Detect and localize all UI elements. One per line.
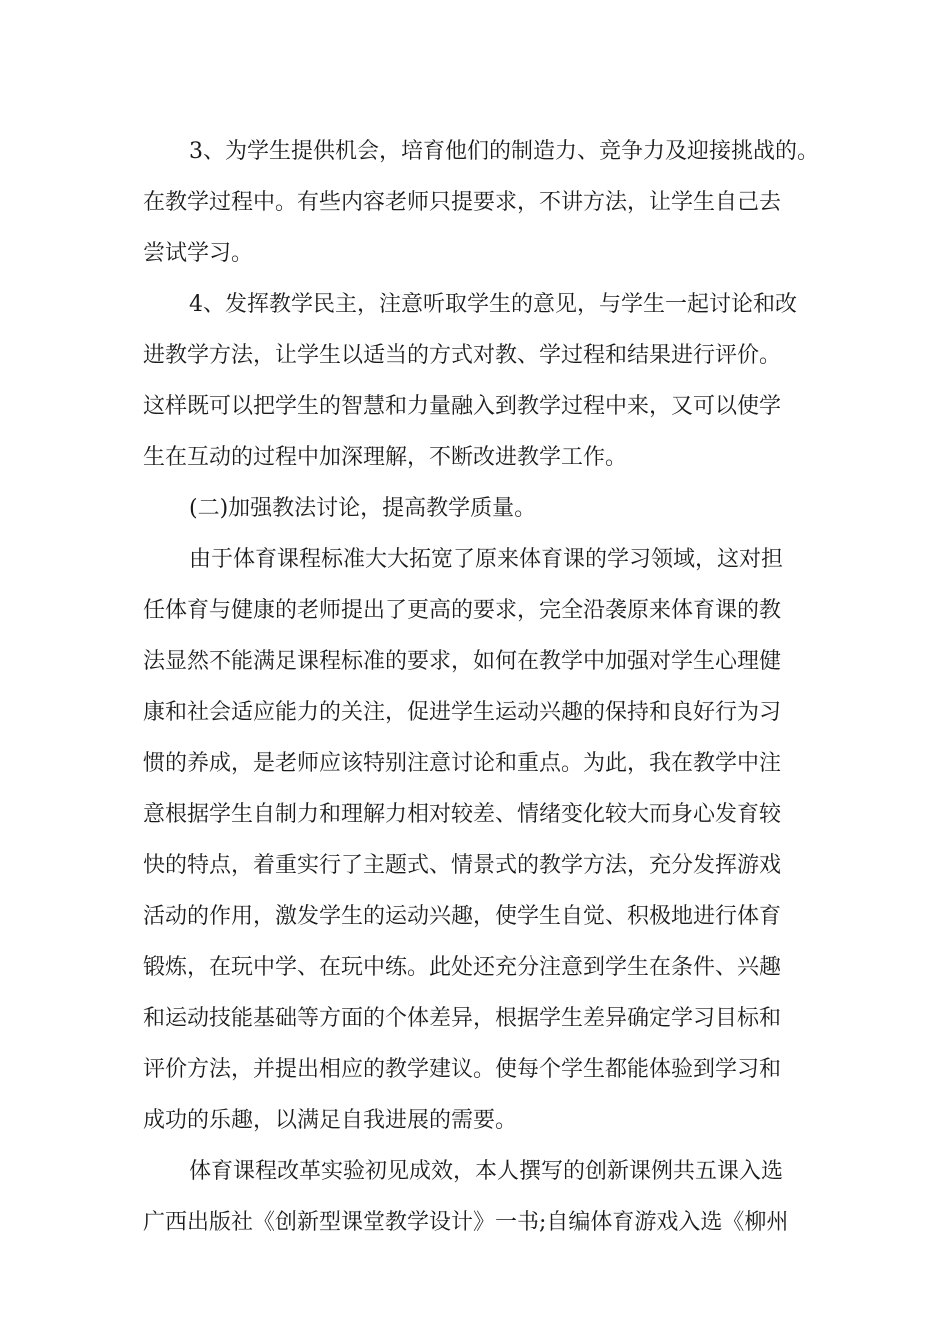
text-line: 和运动技能基础等方面的个体差异，根据学生差异确定学习目标和	[143, 1006, 782, 1031]
text-line: 快的特点，着重实行了主题式、情景式的教学方法，充分发挥游戏	[143, 853, 782, 878]
text-line: 意根据学生自制力和理解力相对较差、情绪变化较大而身心发育较	[143, 802, 782, 827]
text-line: 4、发挥教学民主，注意听取学生的意见，与学生一起讨论和改	[189, 292, 797, 317]
text-line: 任体育与健康的老师提出了更高的要求，完全沿袭原来体育课的教	[143, 598, 782, 623]
text-line: 3、为学生提供机会，培育他们的制造力、竞争力及迎接挑战的。	[189, 139, 819, 164]
text-line: 体育课程改革实验初见成效，本人撰写的创新课例共五课入选	[189, 1159, 784, 1184]
text-line: 尝试学习。	[143, 241, 254, 266]
text-line: 评价方法，并提出相应的教学建议。使每个学生都能体验到学习和	[143, 1057, 782, 1082]
text-line: 成功的乐趣，以满足自我进展的需要。	[143, 1108, 518, 1133]
paragraph-item-3	[143, 126, 819, 279]
text-line: 法显然不能满足课程标准的要求，如何在教学中加强对学生心理健	[143, 649, 782, 674]
text-line: 锻炼，在玩中学、在玩中练。此处还充分注意到学生在条件、兴趣	[143, 955, 782, 980]
paragraph-results	[143, 1146, 813, 1248]
section-heading	[143, 483, 813, 534]
text-line: 生在互动的过程中加深理解，不断改进教学工作。	[143, 445, 628, 470]
text-line: 活动的作用，激发学生的运动兴趣，使学生自觉、积极地进行体育	[143, 904, 782, 929]
text-line: 在教学过程中。有些内容老师只提要求，不讲方法，让学生自己去	[143, 190, 782, 215]
paragraph-item-4	[143, 279, 813, 483]
document-body	[143, 126, 819, 1248]
text-line: 由于体育课程标准大大拓宽了原来体育课的学习领域，这对担	[189, 547, 784, 572]
text-line: (二)加强教法讨论，提高教学质量。	[189, 496, 537, 521]
text-line: 广西出版社《创新型课堂教学设计》一书;自编体育游戏入选《柳州	[143, 1210, 789, 1235]
text-line: 进教学方法，让学生以适当的方式对教、学过程和结果进行评价。	[143, 343, 782, 368]
text-line: 这样既可以把学生的智慧和力量融入到教学过程中来，又可以使学	[143, 394, 782, 419]
text-line: 康和社会适应能力的关注，促进学生运动兴趣的保持和良好行为习	[143, 700, 782, 725]
text-line: 惯的养成，是老师应该特别注意讨论和重点。为此，我在教学中注	[143, 751, 782, 776]
paragraph-teaching-methods	[143, 534, 813, 1146]
